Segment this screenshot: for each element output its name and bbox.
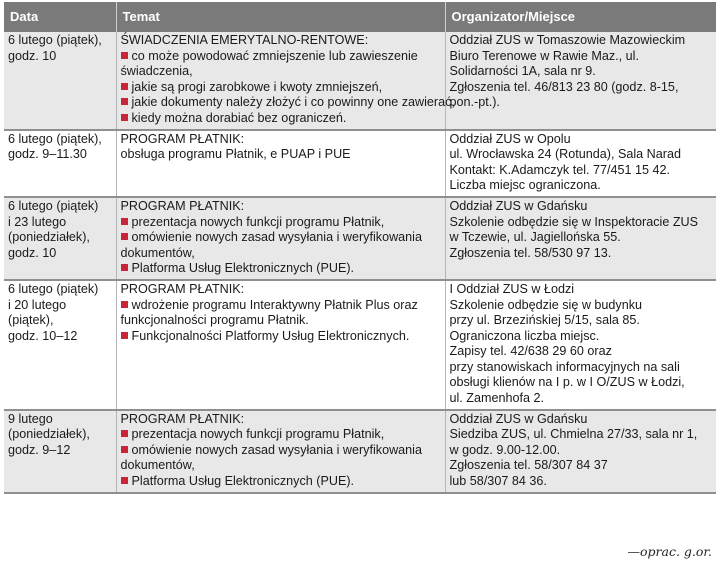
table-row bbox=[4, 280, 716, 410]
organizer-line: przy ul. Brzezińskiej 5/15, sala 85. bbox=[449, 313, 640, 328]
topic-title: PROGRAM PŁATNIK: bbox=[120, 411, 245, 426]
topic-item-text: dokumentów, bbox=[120, 458, 195, 473]
date-line: (poniedziałek), bbox=[8, 427, 90, 442]
topic-text: obsługa programu Płatnik, e PUAP i PUE bbox=[120, 147, 351, 162]
topic-item-line bbox=[121, 215, 441, 231]
date-cell bbox=[4, 280, 116, 410]
topic-title: PROGRAM PŁATNIK: bbox=[120, 198, 245, 213]
topic-item-text: jakie dokumenty należy złożyć i co powinny one zawierać, bbox=[131, 95, 455, 110]
table-row bbox=[4, 32, 716, 130]
topic-item-text: Platforma Usług Elektronicznych (PUE). bbox=[131, 474, 355, 489]
organizer-line: lub 58/307 84 36. bbox=[449, 474, 547, 489]
topic-item-line bbox=[121, 298, 441, 314]
topic-item-text: prezentacja nowych funkcji programu Płatnik, bbox=[131, 427, 385, 442]
organizer-line: Siedziba ZUS, ul. Chmielna 27/33, sala nr 1, bbox=[449, 427, 698, 442]
organizer-line: obsługi klienów na I p. w I O/ZUS w Łodzi, bbox=[449, 375, 685, 390]
square-bullet-icon bbox=[121, 114, 128, 121]
topic-item-line bbox=[121, 443, 441, 459]
topic-item-text: wdrożenie programu Interaktywny Płatnik Plus oraz bbox=[131, 297, 418, 312]
square-bullet-icon bbox=[121, 430, 128, 437]
date-line: i 23 lutego bbox=[8, 214, 67, 229]
topic-item-text: prezentacja nowych funkcji programu Płatnik, bbox=[131, 214, 385, 229]
topic-item-line bbox=[121, 458, 441, 474]
date-line: 6 lutego (piątek) bbox=[8, 281, 99, 296]
square-bullet-icon bbox=[121, 332, 128, 339]
date-line: i 20 lutego bbox=[8, 297, 67, 312]
date-cell bbox=[4, 410, 116, 493]
square-bullet-icon bbox=[121, 83, 128, 90]
date-line: godz. 10–12 bbox=[8, 328, 78, 343]
topic-item-line bbox=[121, 246, 441, 262]
table-row bbox=[4, 410, 716, 493]
organizer-line: Biuro Terenowe w Rawie Maz., ul. bbox=[449, 48, 639, 63]
square-bullet-icon bbox=[121, 477, 128, 484]
date-line: godz. 10 bbox=[8, 48, 57, 63]
topic-title: PROGRAM PŁATNIK: bbox=[120, 131, 245, 146]
header-organizer: Organizator/Miejsce bbox=[445, 2, 716, 32]
table-row bbox=[4, 197, 716, 280]
topic-item-text: kiedy można dorabiać bez ograniczeń. bbox=[131, 110, 347, 125]
credit-line: —oprac. g.or. bbox=[627, 544, 712, 559]
organizer-cell bbox=[445, 280, 716, 410]
topic-item-line bbox=[121, 80, 441, 96]
organizer-line: Liczba miejsc ograniczona. bbox=[449, 178, 601, 193]
organizer-line: Szkolenie odbędzie się w Inspektoracie ZUS bbox=[449, 214, 699, 229]
header-date: Data bbox=[4, 2, 116, 32]
topic-item-line bbox=[121, 49, 441, 65]
topic-cell bbox=[116, 280, 445, 410]
table-row bbox=[4, 130, 716, 197]
topic-title: PROGRAM PŁATNIK: bbox=[120, 281, 245, 296]
organizer-line: pon.-pt.). bbox=[449, 95, 500, 110]
organizer-line: Zapisy tel. 42/638 29 60 oraz bbox=[449, 344, 612, 359]
organizer-line: Oddział ZUS w Opolu bbox=[449, 131, 571, 146]
date-line: 6 lutego (piątek), bbox=[8, 33, 102, 47]
organizer-line: w Tczewie, ul. Jagiellońska 55. bbox=[449, 230, 621, 245]
topic-item-line bbox=[121, 427, 441, 443]
header-topic: Temat bbox=[116, 2, 445, 32]
square-bullet-icon bbox=[121, 446, 128, 453]
organizer-line: przy stanowiskach informacyjnych na sali bbox=[449, 359, 680, 374]
topic-item-text: Funkcjonalności Platformy Usług Elektronicznych. bbox=[131, 328, 410, 343]
topic-item-text: jakie są progi zarobkowe i kwoty zmniejszeń, bbox=[131, 79, 383, 94]
date-line: godz. 10 bbox=[8, 245, 57, 260]
topic-item-line bbox=[121, 329, 441, 345]
topic-item-line bbox=[121, 230, 441, 246]
topic-item-line bbox=[121, 474, 441, 490]
organizer-cell bbox=[445, 32, 716, 130]
topic-cell bbox=[116, 410, 445, 493]
topic-title: ŚWIADCZENIA EMERYTALNO-RENTOWE: bbox=[120, 33, 369, 47]
square-bullet-icon bbox=[121, 98, 128, 105]
date-cell bbox=[4, 197, 116, 280]
date-line: godz. 9–11.30 bbox=[8, 147, 87, 162]
organizer-line: Oddział ZUS w Tomaszowie Mazowieckim bbox=[449, 33, 686, 47]
topic-item-line bbox=[121, 313, 441, 329]
topic-item-line bbox=[121, 111, 441, 127]
topic-item-line bbox=[121, 64, 441, 80]
table-body bbox=[4, 32, 716, 493]
organizer-line: Zgłoszenia tel. 58/530 97 13. bbox=[449, 245, 612, 260]
organizer-line: Solidarności 1A, sala nr 9. bbox=[449, 64, 596, 79]
date-line: (piątek), bbox=[8, 313, 54, 328]
topic-item-text: co może powodować zmniejszenie lub zawieszenie bbox=[131, 48, 418, 63]
organizer-line: Ograniczona liczba miejsc. bbox=[449, 328, 600, 343]
date-line: 9 lutego bbox=[8, 411, 53, 426]
square-bullet-icon bbox=[121, 301, 128, 308]
organizer-line: Zgłoszenia tel. 58/307 84 37 bbox=[449, 458, 608, 473]
organizer-line: ul. Wrocławska 24 (Rotunda), Sala Narad bbox=[449, 147, 681, 162]
square-bullet-icon bbox=[121, 233, 128, 240]
topic-item-text: Platforma Usług Elektronicznych (PUE). bbox=[131, 261, 355, 276]
topic-item-text: omówienie nowych zasad wysyłania i weryfikowania bbox=[131, 230, 422, 245]
date-cell bbox=[4, 32, 116, 130]
organizer-line: w godz. 9.00-12.00. bbox=[449, 442, 561, 457]
square-bullet-icon bbox=[121, 52, 128, 59]
date-cell bbox=[4, 130, 116, 197]
organizer-cell bbox=[445, 130, 716, 197]
organizer-line: Oddział ZUS w Gdańsku bbox=[449, 411, 588, 426]
date-line: 6 lutego (piątek) bbox=[8, 198, 99, 213]
organizer-line: Zgłoszenia tel. 46/813 23 80 (godz. 8-15, bbox=[449, 79, 679, 94]
date-line: 6 lutego (piątek), bbox=[8, 131, 102, 146]
date-line: godz. 9–12 bbox=[8, 442, 71, 457]
topic-item-text: omówienie nowych zasad wysyłania i weryfikowania bbox=[131, 442, 422, 457]
organizer-cell bbox=[445, 410, 716, 493]
topic-item-text: dokumentów, bbox=[120, 245, 195, 260]
topic-item-text: świadczenia, bbox=[120, 64, 193, 79]
organizer-line: Kontakt: K.Adamczyk tel. 77/451 15 42. bbox=[449, 162, 671, 177]
schedule-table bbox=[4, 2, 716, 494]
topic-item-line bbox=[121, 261, 441, 277]
organizer-cell bbox=[445, 197, 716, 280]
topic-cell bbox=[116, 32, 455, 130]
organizer-line: I Oddział ZUS w Łodzi bbox=[449, 281, 575, 296]
topic-item-line bbox=[121, 95, 455, 111]
organizer-line: Szkolenie odbędzie się w budynku bbox=[449, 297, 643, 312]
square-bullet-icon bbox=[121, 218, 128, 225]
organizer-line: Oddział ZUS w Gdańsku bbox=[449, 198, 588, 213]
organizer-line: ul. Zamenhofa 2. bbox=[449, 391, 545, 406]
square-bullet-icon bbox=[121, 264, 128, 271]
header-row bbox=[4, 2, 716, 32]
topic-cell bbox=[116, 197, 445, 280]
date-line: (poniedziałek), bbox=[8, 230, 90, 245]
topic-cell bbox=[116, 130, 445, 197]
topic-item-text: funkcjonalności programu Płatnik. bbox=[120, 313, 309, 328]
